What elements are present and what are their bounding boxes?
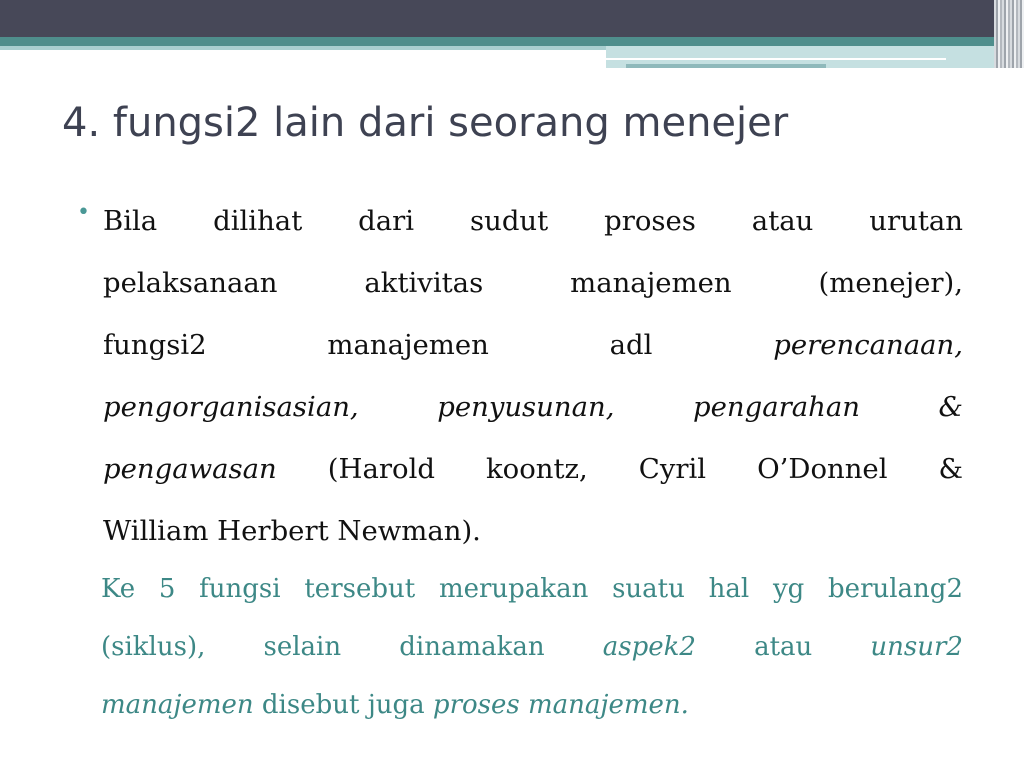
paragraph1-line (103, 500, 963, 562)
paragraph1-line (103, 190, 963, 252)
bullet-icon: • (77, 200, 90, 225)
slide-title: 4. fungsi2 lain dari seorang menejer (62, 100, 789, 146)
body-paragraph-main (103, 190, 963, 562)
header-dark-band (0, 0, 1024, 37)
body-paragraph-note (101, 560, 963, 734)
header-teal-band (0, 37, 1024, 46)
emphasized-text: manajemen (101, 690, 254, 720)
paragraph1-line (103, 376, 963, 438)
paragraph1-line (103, 252, 963, 314)
body-text: Ke 5 fungsi tersebut merupakan suatu hal yg berulang2 (101, 574, 963, 604)
emphasized-text: proses manajemen. (432, 690, 689, 720)
body-text: William Herbert Newman). (103, 515, 481, 547)
header-step-line-accent (626, 64, 826, 68)
paragraph2-line (101, 560, 963, 618)
emphasized-text: perencanaan, (773, 329, 963, 361)
body-text: (Harold koontz, Cyril O’Donnel & (276, 453, 963, 485)
paragraph1-line (103, 314, 963, 376)
emphasized-text: pengorganisasian, penyusunan, pengarahan & (103, 391, 963, 423)
body-text: Bila dilihat dari sudut proses atau urutan (103, 205, 963, 237)
body-text: (siklus), selain dinamakan (101, 632, 603, 662)
header-light-band (0, 46, 606, 50)
paragraph2-line (101, 618, 963, 676)
body-text: atau (695, 632, 871, 662)
body-text: fungsi2 manajemen adl (103, 329, 774, 361)
body-text: disebut juga (253, 690, 433, 720)
body-text: pelaksanaan aktivitas manajemen (menejer), (103, 267, 963, 299)
emphasized-text: unsur2 (870, 632, 963, 662)
paragraph2-line (101, 676, 963, 734)
emphasized-text: aspek2 (602, 632, 696, 662)
header-corner-stripes (994, 0, 1024, 68)
header-step-line (606, 58, 946, 60)
emphasized-text: pengawasan (103, 453, 277, 485)
paragraph1-line (103, 438, 963, 500)
